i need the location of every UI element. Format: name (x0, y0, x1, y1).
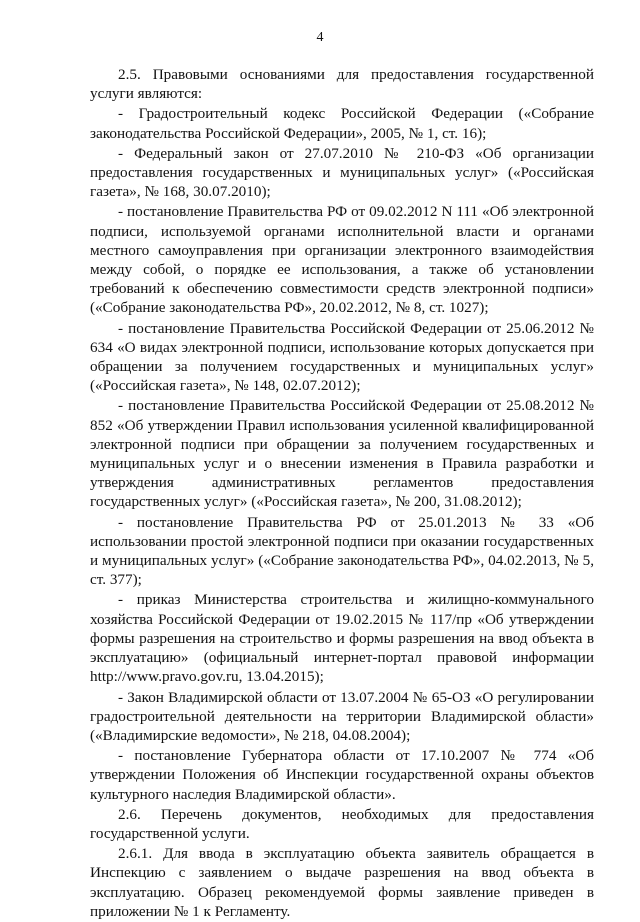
paragraph-2-5-legal-bases: 2.5. Правовыми основаниями для предоставления государственной услуги являются: (90, 66, 594, 103)
paragraph-2-6-1-application: 2.6.1. Для ввода в эксплуатацию объекта заявитель обращается в Инспекцию с заявлением о выдаче разрешения на ввод объекта в эксплуатацию. Образец рекомендуемой формы заявление приведен в приложении № 1 к Регламенту. (90, 845, 594, 920)
document-body (90, 65, 594, 922)
paragraph-2-6-documents: 2.6. Перечень документов, необходимых для предоставления государственной услуги. (90, 805, 594, 842)
paragraph-urban-planning-code: - Градостроительный кодекс Российской Федерации («Собрание законодательства Российской Федерации», 2005, № 1, ст. 16); (90, 105, 594, 142)
paragraph-decree-634: - постановление Правительства Российской Федерации от 25.06.2012 № 634 «О видах электронной подписи, использование которых допускается при обращении за получением государственных и муниципальных услуг» («Российская газета», № 148, 02.07.2012); (90, 319, 594, 395)
paragraph-vladimir-law-65: - Закон Владимирской области от 13.07.2004 № 65-ОЗ «О регулировании градостроительной деятельности на территории Владимирской области» («Владимирские ведомости», № 218, 04.08.2004); (90, 688, 594, 744)
paragraph-federal-law-210: - Федеральный закон от 27.07.2010 № 210-ФЗ «Об организации предоставления государственных и муниципальных услуг» («Российская газета», № 168, 30.07.2010); (90, 144, 594, 201)
page-number: 4 (316, 30, 324, 45)
paragraph-order-117: - приказ Министерства строительства и жилищно-коммунального хозяйства Российской Федерации от 19.02.2015 № 117/пр «Об утверждении формы разрешения на строительство и формы разрешения на ввод объекта в эксплуатацию» (официальный интернет-портал правовой информации http://www.pravo.gov.ru, 13.04.2015); (90, 591, 594, 686)
paragraph-decree-111: - постановление Правительства РФ от 09.02.2012 N 111 «Об электронной подписи, используемой органами исполнительной власти и органами местного самоуправления при организации электронного взаимодействия между собой, о порядке ее использования, а также об установлении требований к обеспечению совместимости средств электронной подписи» («Собрание законодательства РФ», 20.02.2012, № 8, ст. 1027); (90, 203, 594, 317)
paragraph-decree-852: - постановление Правительства Российской Федерации от 25.08.2012 № 852 «Об утверждении Правил использования усиленной квалифицированной электронной подписи при обращении за получением государственных и муниципальных услуг и о внесении изменения в Правила разработки и утверждения административных регламентов предоставления государственных услуг» («Российская газета», № 200, 31.08.2012); (90, 397, 594, 511)
paragraph-governor-decree-774: - постановление Губернатора области от 17.10.2007 № 774 «Об утверждении Положения об Инспекции государственной охраны объектов культурного наследия Владимирской области». (90, 747, 594, 803)
paragraph-decree-33: - постановление Правительства РФ от 25.01.2013 № 33 «Об использовании простой электронной подписи при оказании государственных и муниципальных услуг» («Собрание законодательства РФ», 04.02.2013, № 5, ст. 377); (90, 513, 594, 589)
